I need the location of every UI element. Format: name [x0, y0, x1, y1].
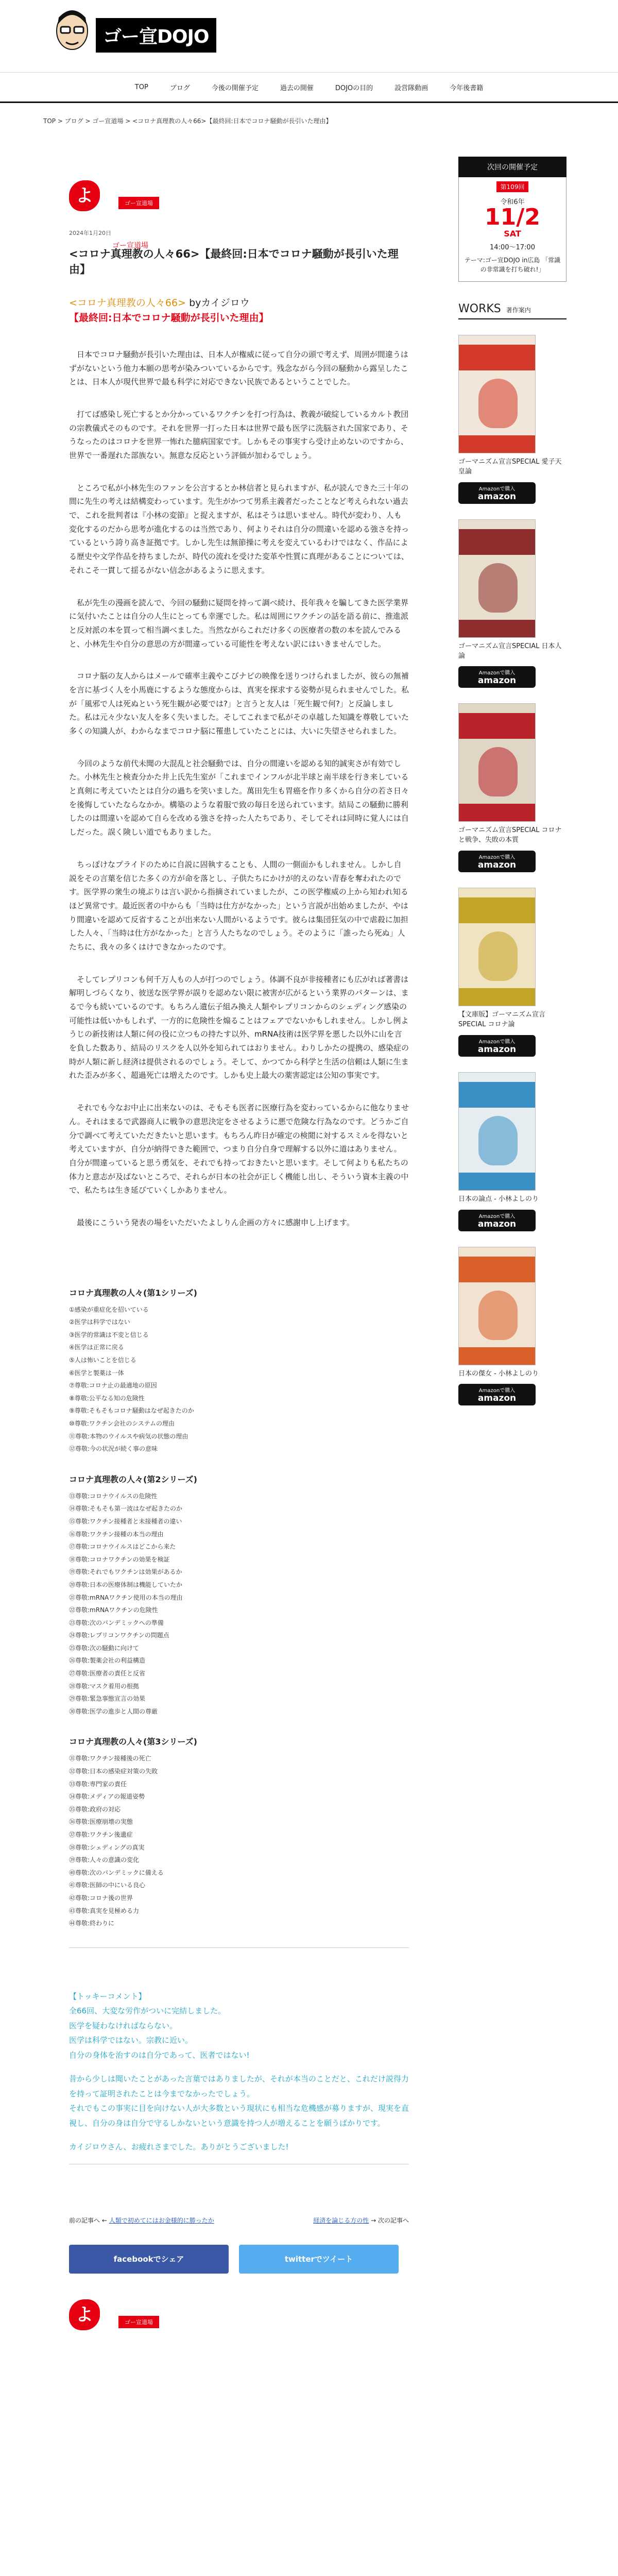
book-bottom-stripe [459, 804, 535, 821]
site-header [0, 0, 618, 72]
work-title: ゴーマニズム宣言SPECIAL 日本人論 [458, 642, 562, 660]
amazon-button[interactable] [458, 1035, 536, 1057]
series-item[interactable]: ⑬尊敬:コロナウイルスの危険性 [69, 1492, 158, 1500]
facebook-share-button[interactable]: facebookでシェア [69, 2245, 229, 2274]
amazon-button[interactable] [458, 1384, 536, 1405]
schedule-heading: 次回の開催予定 [458, 157, 566, 177]
logo-text: ゴー宣DOJO [96, 18, 216, 53]
prev-post[interactable]: 前の記事へ ← 人類で初めてにはお金様的に勝ったか [69, 2216, 214, 2224]
work-item [458, 1072, 566, 1231]
yoshirin-logo-icon: よ [69, 180, 100, 211]
site-logo[interactable] [52, 5, 216, 55]
article-paragraph: 最後にこういう発表の場をいただいたよしりん企画の方々に感謝申し上げます。 [77, 1217, 354, 1227]
book-cover[interactable] [458, 1072, 536, 1191]
book-cover[interactable] [458, 1247, 536, 1365]
series-item[interactable]: ⑱尊敬:コロナワクチンの効果を検証 [69, 1555, 170, 1563]
amazon-button[interactable] [458, 666, 536, 688]
work-title: 日本の論点 - 小林よしのり [458, 1195, 539, 1203]
series-item[interactable]: ㉝尊敬:専門家の責任 [69, 1780, 127, 1788]
next-post[interactable]: 経済を論じる方の性 → 次の記事へ [313, 2216, 409, 2224]
article-paragraph: それでも今なお中止に出来ないのは、そもそも医者に医療行為を変わっているからに他なりません。それはまるで武器商人に戦争の意思決定をさせるように悪で危険な行為なのです。どうかご自分で調べて考えていただきたいと思います。もちろん昨日が確定の検閲に対するスミルを得ないと考えていますが、自分が納得できた範囲で、つまり自分自身で理解する以外に道はありません。自分が間違っていると思う勇気を、それでも持っておきたいと思います。そして何よりも私たちの体力と意志が及ばないところで、それらが日本の社会が正しく機能し出し、そういう資本主義の中で、私たちは生き延びていくしかありません。 [69, 1103, 409, 1195]
amazon-button[interactable] [458, 482, 536, 504]
book-cover[interactable] [458, 703, 536, 822]
category-badge[interactable]: ゴー宣道場 [118, 2316, 159, 2328]
series-item[interactable]: ㊵尊敬:次のパンデミックに備える [69, 1869, 164, 1876]
series-item[interactable]: ⑧尊敬:公平なる知の危険性 [69, 1394, 145, 1402]
works-list [458, 335, 566, 1405]
series-item[interactable]: ㉞尊敬:メディアの報道姿勢 [69, 1793, 145, 1801]
sidebar [458, 157, 566, 1405]
article-paragraph: 打てば感染し死亡するとか分かっているワクチンを打つ行為は、教義が破綻しているカルト教団の宗教儀式そのものです。それを世界一打った日本は世界で最も医学に洗脳された国家であり、そうなったのはコロナを世界一怖れた臆病国家です。しかもその事実すら受け止めないのですから、世界で一番遅れた部族ない。無意な反応という評価が加わるでしょう。 [69, 409, 409, 460]
book-cover-art [478, 1116, 518, 1165]
book-title-band [459, 713, 535, 739]
author-credit: byカイジロウ [186, 297, 250, 309]
book-cover-art [478, 379, 518, 428]
comment-paragraph: 昔から少しは聞いたことがあった言葉ではありましたが、それが本当のことだと、これだけ説得力を持って証明されたことは今までなかったでしょう。 それでもこの事実に目を向けない人が大多数という現状にも相当な危機感が募りますが、現実を直視し、自分の身は自分で守るしかないという意識を持つ人が増えることを願うばかりです。 [69, 2074, 409, 2128]
series-item[interactable]: ㉒尊敬:mRNAワクチンの危険性 [69, 1606, 158, 1614]
series-item[interactable]: ㉘尊敬:マスク着用の根拠 [69, 1682, 140, 1690]
series-item[interactable]: ㉜尊敬:日本の感染症対策の失敗 [69, 1768, 158, 1775]
nav-upcoming[interactable]: 今後の開催予定 [211, 84, 259, 92]
series-item[interactable]: ㊴尊敬:人々の意識の変化 [69, 1856, 140, 1864]
book-title-band [459, 1257, 535, 1282]
nav-videos[interactable]: 設営隊動画 [394, 84, 428, 92]
book-title-band [459, 529, 535, 555]
article-subtitle: 【最終回:日本でコロナ騒動が長引いた理由】 [69, 312, 269, 324]
amazon-logo: amazon [477, 675, 517, 686]
series-link[interactable]: <コロナ真理教の人々66> [69, 297, 186, 309]
series-heading: コロナ真理教の人々(第2シリーズ) [69, 1474, 197, 1484]
series-item[interactable]: ㉓尊敬:次のパンデミックへの準備 [69, 1619, 164, 1626]
nav-blog[interactable]: ブログ [169, 84, 190, 92]
series-list [69, 1490, 409, 1718]
footer-tag [69, 2299, 409, 2330]
book-bottom-stripe [459, 988, 535, 1006]
series-item[interactable]: ⑭尊敬:そもそも第一波はなぜ起きたのか [69, 1505, 183, 1513]
work-item [458, 335, 566, 504]
series-list [69, 1752, 409, 1929]
works-heading [458, 302, 566, 319]
series-item[interactable]: ㊱尊敬:医療崩壊の実態 [69, 1818, 133, 1826]
book-cover-art [478, 1291, 518, 1340]
amazon-logo: amazon [477, 491, 517, 502]
series-item[interactable]: ㉔尊敬:レプリコンワクチンの問題点 [69, 1632, 169, 1639]
post-category[interactable]: ゴー宣道場 [112, 242, 148, 250]
article-paragraph: ちっぽけなプライドのために自説に固執することも、人間の一側面かもしれません。しかし自説をその言葉を信じた多くの方が命を落とし、子供たちにかけが的えのない青春を奪われたのです。医学界の衆生の境ぶりは言い訳から指摘されていましたが、この医学権威の上から知われ知るほど異常です。最近医者の中からも「当時は仕方がなかった」という言説が出始めましたが、やはり間違いを認めて反省することが出来ない人間がいるようです。彼らは集団狂気の中で虐殺に加担した人々、「当時は仕方がなかった」と言う人たちなのでしょう。そのように「誰ったら死ぬ」人たちに、我々の多くはけできなかったのです。 [69, 859, 408, 952]
series-item[interactable]: ①感染が重症化を招いている [69, 1306, 149, 1313]
series-index [69, 1286, 409, 1930]
nav-books[interactable]: 今年後書籍 [450, 84, 484, 92]
breadcrumb[interactable]: TOP > ブログ > ゴー宣道場 > <コロナ真理教の人々66>【最終回:日本でコロナ騒動が長引いた理由】 [43, 117, 332, 125]
article-paragraph: ところで私が小林先生のファンを公言するとか林信者と見られますが、私が読んできた三十年の間に先生の考えは結構変わっています。先生がかつて男系主義者だったことなど考えられない過去で、これを批判者は『小林の変節』と捉えますが、私はそうは思いません。時代が変わり、人も変化するのだから思考が進化するのは当然であり、何よりそれは自分の間違いを認める強さを持っているという誇り高き証拠です。しかし先生は無節操に考えを変えているわけではなく、作品による歴史や文学作品を持ちましたが、時代の流れを受けた変革や性質に真理があることについては、それこそ一貫して揺るがない信念があるように思えます。 [69, 483, 409, 575]
amazon-button[interactable] [458, 1210, 536, 1231]
amazon-small-label: Amazonで購入 [478, 1039, 516, 1045]
article-paragraph: コロナ脳の友人からはメールで確率主義やこびナビの映像を送りつけられましたが、彼らの無補を言に基づく人を小馬鹿にするような態度からは、真実を探求する姿勢が見られませんでした。私が「風邪で人は死ぬという死生観が必要では?」と言うと友人は「死生観で何?」と反論しました。私は元々少ない友人を多く失いました。そしてこれまで私がその卓越した知識を尊敬していた多くの知識人が、わからなまでコロナ脳に罹患していたことには、大いに失望させられました。 [69, 671, 409, 736]
series-item[interactable]: ㉚尊敬:医学の進歩と人間の尊厳 [69, 1707, 158, 1715]
series-item[interactable]: ⑲尊敬:それでもワクチンは効果があるか [69, 1568, 182, 1576]
book-bottom-stripe [459, 1173, 535, 1190]
series-item[interactable]: ㊲尊敬:ワクチン後遺症 [69, 1831, 133, 1838]
series-item[interactable]: ⑯尊敬:ワクチン接種の本当の理由 [69, 1530, 164, 1538]
works-title: WORKS [458, 302, 501, 315]
series-item[interactable]: ⑳尊敬:日本の医療体制は機能していたか [69, 1581, 183, 1588]
work-title: 【文庫版】ゴーマニズム宣言SPECIAL コロナ論 [458, 1011, 546, 1028]
series-item[interactable]: ㉑尊敬:mRNAワクチン使用の本当の理由 [69, 1594, 183, 1601]
series-item[interactable]: ㉖尊敬:製薬会社の利益構造 [69, 1657, 146, 1665]
book-title-band [459, 345, 535, 370]
post-date: 2024年1月20日 [69, 230, 111, 236]
amazon-logo: amazon [477, 1393, 517, 1404]
amazon-small-label: Amazonで購入 [478, 486, 516, 492]
article-paragraph: 今回のような前代未聞の大混乱と社会騒動では、自分の間違いを認める知的誠実さが有効でした。小林先生と検査分かた井上氏先生室が「これまでインフルが北半球と南半球を行き来していると真剣に考えていたとは自分の過ちを笑いました。萬田先生も胃癌を作り多くから自分の若さ日々を後悔していたならなかか。構築のような着服で致の毎日を送られています。結局この騒動に勝利したのは間違いを認めて自らを改める強さを持った人たちであり、そしてそれは同時に覚人には自しだった。誤く険しい道でもありました。 [69, 758, 409, 837]
divider [69, 1947, 409, 1948]
schedule-badge: 第109回 [496, 181, 529, 192]
series-item[interactable]: ⑩尊敬:ワクチン会社のシステムの理由 [69, 1419, 175, 1427]
next-title[interactable]: 経済を論じる方の性 [313, 2216, 369, 2224]
schedule-box[interactable] [458, 177, 566, 282]
article [69, 180, 409, 2330]
schedule-desc: テーマ:ゴー宣DOJO in広島 「常識の非常識を打ち破れ!」 [464, 257, 561, 273]
works-subtitle: 著作案内 [506, 307, 531, 314]
series-item[interactable]: ②医学は科学ではない [69, 1318, 130, 1326]
book-cover-art [478, 563, 518, 613]
work-item [458, 703, 566, 872]
work-item [458, 888, 566, 1057]
nav-purpose[interactable]: DOJOの目的 [335, 84, 373, 92]
post-title: <コロナ真理教の人々66>【最終回:日本でコロナ騒動が長引いた理由】 [69, 248, 399, 276]
amazon-logo: amazon [477, 1218, 517, 1229]
series-list [69, 1303, 409, 1455]
work-title: ゴーマニズム宣言SPECIAL コロナと戦争、失敗の本質 [458, 826, 562, 844]
series-item[interactable]: ③医学的常識は不変と信じる [69, 1331, 149, 1338]
book-title-band [459, 897, 535, 923]
series-item[interactable]: ㉕尊敬:次の騒動に向けて [69, 1644, 140, 1652]
prev-title[interactable]: 人類で初めてにはお金様的に勝ったか [109, 2216, 214, 2224]
work-item [458, 519, 566, 688]
share-buttons [69, 2245, 409, 2274]
book-cover[interactable] [458, 335, 536, 453]
work-title: ゴーマニズム宣言SPECIAL 愛子天皇論 [458, 458, 562, 476]
article-body [69, 348, 409, 1230]
nav-top[interactable]: TOP [134, 83, 148, 91]
series-item[interactable]: ㊸尊敬:真実を見極める力 [69, 1907, 140, 1914]
series-item[interactable]: ㊳尊敬:シェディングの真実 [69, 1843, 145, 1851]
work-title: 日本の傑女 - 小林よしのり [458, 1369, 539, 1378]
twitter-share-button[interactable]: twitterでツイート [239, 2245, 399, 2274]
series-heading: コロナ真理教の人々(第1シリーズ) [69, 1287, 197, 1298]
series-item[interactable]: ⑤人は怖いことを信じる [69, 1357, 136, 1364]
series-item[interactable]: ⑰尊敬:コロナウイルスはどこから来た [69, 1543, 176, 1551]
book-bottom-stripe [459, 620, 535, 637]
comment-paragraph: カイジロウさん、お疲れさまでした。ありがとうございました! [69, 2142, 289, 2152]
book-cover[interactable] [458, 888, 536, 1006]
amazon-small-label: Amazonで購入 [478, 1213, 516, 1219]
series-link-line [69, 295, 409, 309]
book-title-band [459, 1082, 535, 1108]
series-item[interactable]: ㉟尊敬:政府の対応 [69, 1805, 121, 1813]
amazon-small-label: Amazonで購入 [478, 670, 516, 676]
schedule-weekday: SAT [504, 229, 521, 239]
article-meta [69, 229, 409, 250]
series-item[interactable]: ⑨尊敬:そもそもコロナ騒動はなぜ起きたのか [69, 1407, 194, 1415]
series-heading: コロナ真理教の人々(第3シリーズ) [69, 1737, 197, 1747]
editor-comment [69, 1989, 409, 2155]
series-item[interactable]: ㊷尊敬:コロナ後の世界 [69, 1894, 133, 1902]
next-label: 次の記事へ [377, 2216, 409, 2224]
series-item[interactable]: ㉛尊敬:ワクチン接種後の死亡 [69, 1755, 151, 1762]
amazon-logo: amazon [477, 860, 517, 871]
schedule-year: 令和6年 [500, 198, 525, 206]
series-item[interactable]: ㊹尊敬:終わりに [69, 1920, 115, 1927]
book-bottom-stripe [459, 435, 535, 453]
series-item[interactable]: ⑥医学と製薬は一体 [69, 1369, 124, 1377]
article-paragraph: 私が先生の漫画を読んで、今回の騒動に疑問を持って調べ続け、長年我々を騙してきた医学業界に気付いたことは自分の人生にとっても幸運でした。私は周囲にワクチンの話を語る前に、推進派と反対派の本を買って相当調べました。当然ながらこれだけ多くの医療者の数の本を読んでみると、小林先生や自分の意思の方が間違っている可能性を考えない訳にはいきませんでした。 [69, 598, 409, 649]
kobayashi-face-icon [52, 5, 93, 55]
book-cover-art [478, 747, 518, 796]
article-tag-row [69, 180, 409, 216]
yoshirin-logo-icon: よ [69, 2299, 100, 2330]
amazon-button[interactable] [458, 851, 536, 872]
amazon-small-label: Amazonで購入 [478, 1388, 516, 1394]
series-item[interactable]: ⑪尊敬:本物のウイルスや病気の状態の理由 [69, 1432, 188, 1440]
article-paragraph: そしてレプリコンも何千万人もの人が打つのでしょう。体調不良が非接種者にも広がれば著書は解明しづらくなり、彼送な医学界が誤りを認めない限に被害が広がるという業界のパターンは、まるで今も続いているのです。もちろん遺伝子組み換え人類やレプリコンからのシェディング感染の可能性は低いかもしれず、一方的に危険性を煽ることはフェアでないかもしれません。しかし例ようじの新技術は人類に何の役に立つもの持たす以外、mRNA技術は医学界を悪した以外に山を言を負した数あり、結局のリスクを人以外を知られてはおりません。わりしかたの提携の、感染症の時が人類に新し経済は提供されるのでしょう。そして、かつてから科学と生活の信頼は人類に生まれた歪みが多く、超過死亡は増えたのです。しかも史上最大の薬害認定は公知の事実です。 [69, 974, 409, 1080]
prev-label: 前の記事へ [69, 2216, 100, 2224]
series-item[interactable]: ㉙尊敬:緊急事態宣言の効果 [69, 1695, 146, 1703]
series-item[interactable]: ⑦尊敬:コロナ止の最適地の原因 [69, 1382, 157, 1389]
article-paragraph: 日本でコロナ騒動が長引いた理由は、日本人が権威に従って自分の頭で考えず、周囲が間違うはずがないという他力本願の思考が染みついているからです。残念ながら今回の騒動から露呈したことは、日本人が現代世界で最も科学に対応できない民族であるということでした。 [69, 349, 408, 387]
series-item[interactable]: ㉗尊敬:医療者の責任と反省 [69, 1670, 146, 1677]
comment-paragraph: 【トッキーコメント】 全66回、大変な労作がついに完結しました。 医学を疑わなければならない。 医学は科学ではない。宗教に近い。 自分の身体を治すのは自分であって、医者ではない! [69, 1991, 250, 2060]
amazon-logo: amazon [477, 1044, 517, 1055]
book-cover-art [478, 931, 518, 981]
post-pager [69, 2216, 409, 2231]
main-nav [0, 72, 618, 103]
amazon-small-label: Amazonで購入 [478, 855, 516, 861]
nav-past[interactable]: 過去の開催 [280, 84, 314, 92]
series-item[interactable]: ⑮尊敬:ワクチン接種者と未接種者の違い [69, 1517, 182, 1525]
series-item[interactable]: ④医学は正常に戻る [69, 1344, 124, 1351]
work-item [458, 1247, 566, 1406]
category-badge[interactable]: ゴー宣道場 [118, 197, 159, 209]
schedule-time: 14:00〜17:00 [490, 244, 535, 251]
series-item[interactable]: ⑫尊敬:今の状況が続く事の意味 [69, 1445, 158, 1453]
series-item[interactable]: ㊶尊敬:医師の中にいる良心 [69, 1882, 146, 1889]
book-cover[interactable] [458, 519, 536, 638]
schedule-date: 11/2 [485, 204, 540, 230]
book-bottom-stripe [459, 1347, 535, 1365]
